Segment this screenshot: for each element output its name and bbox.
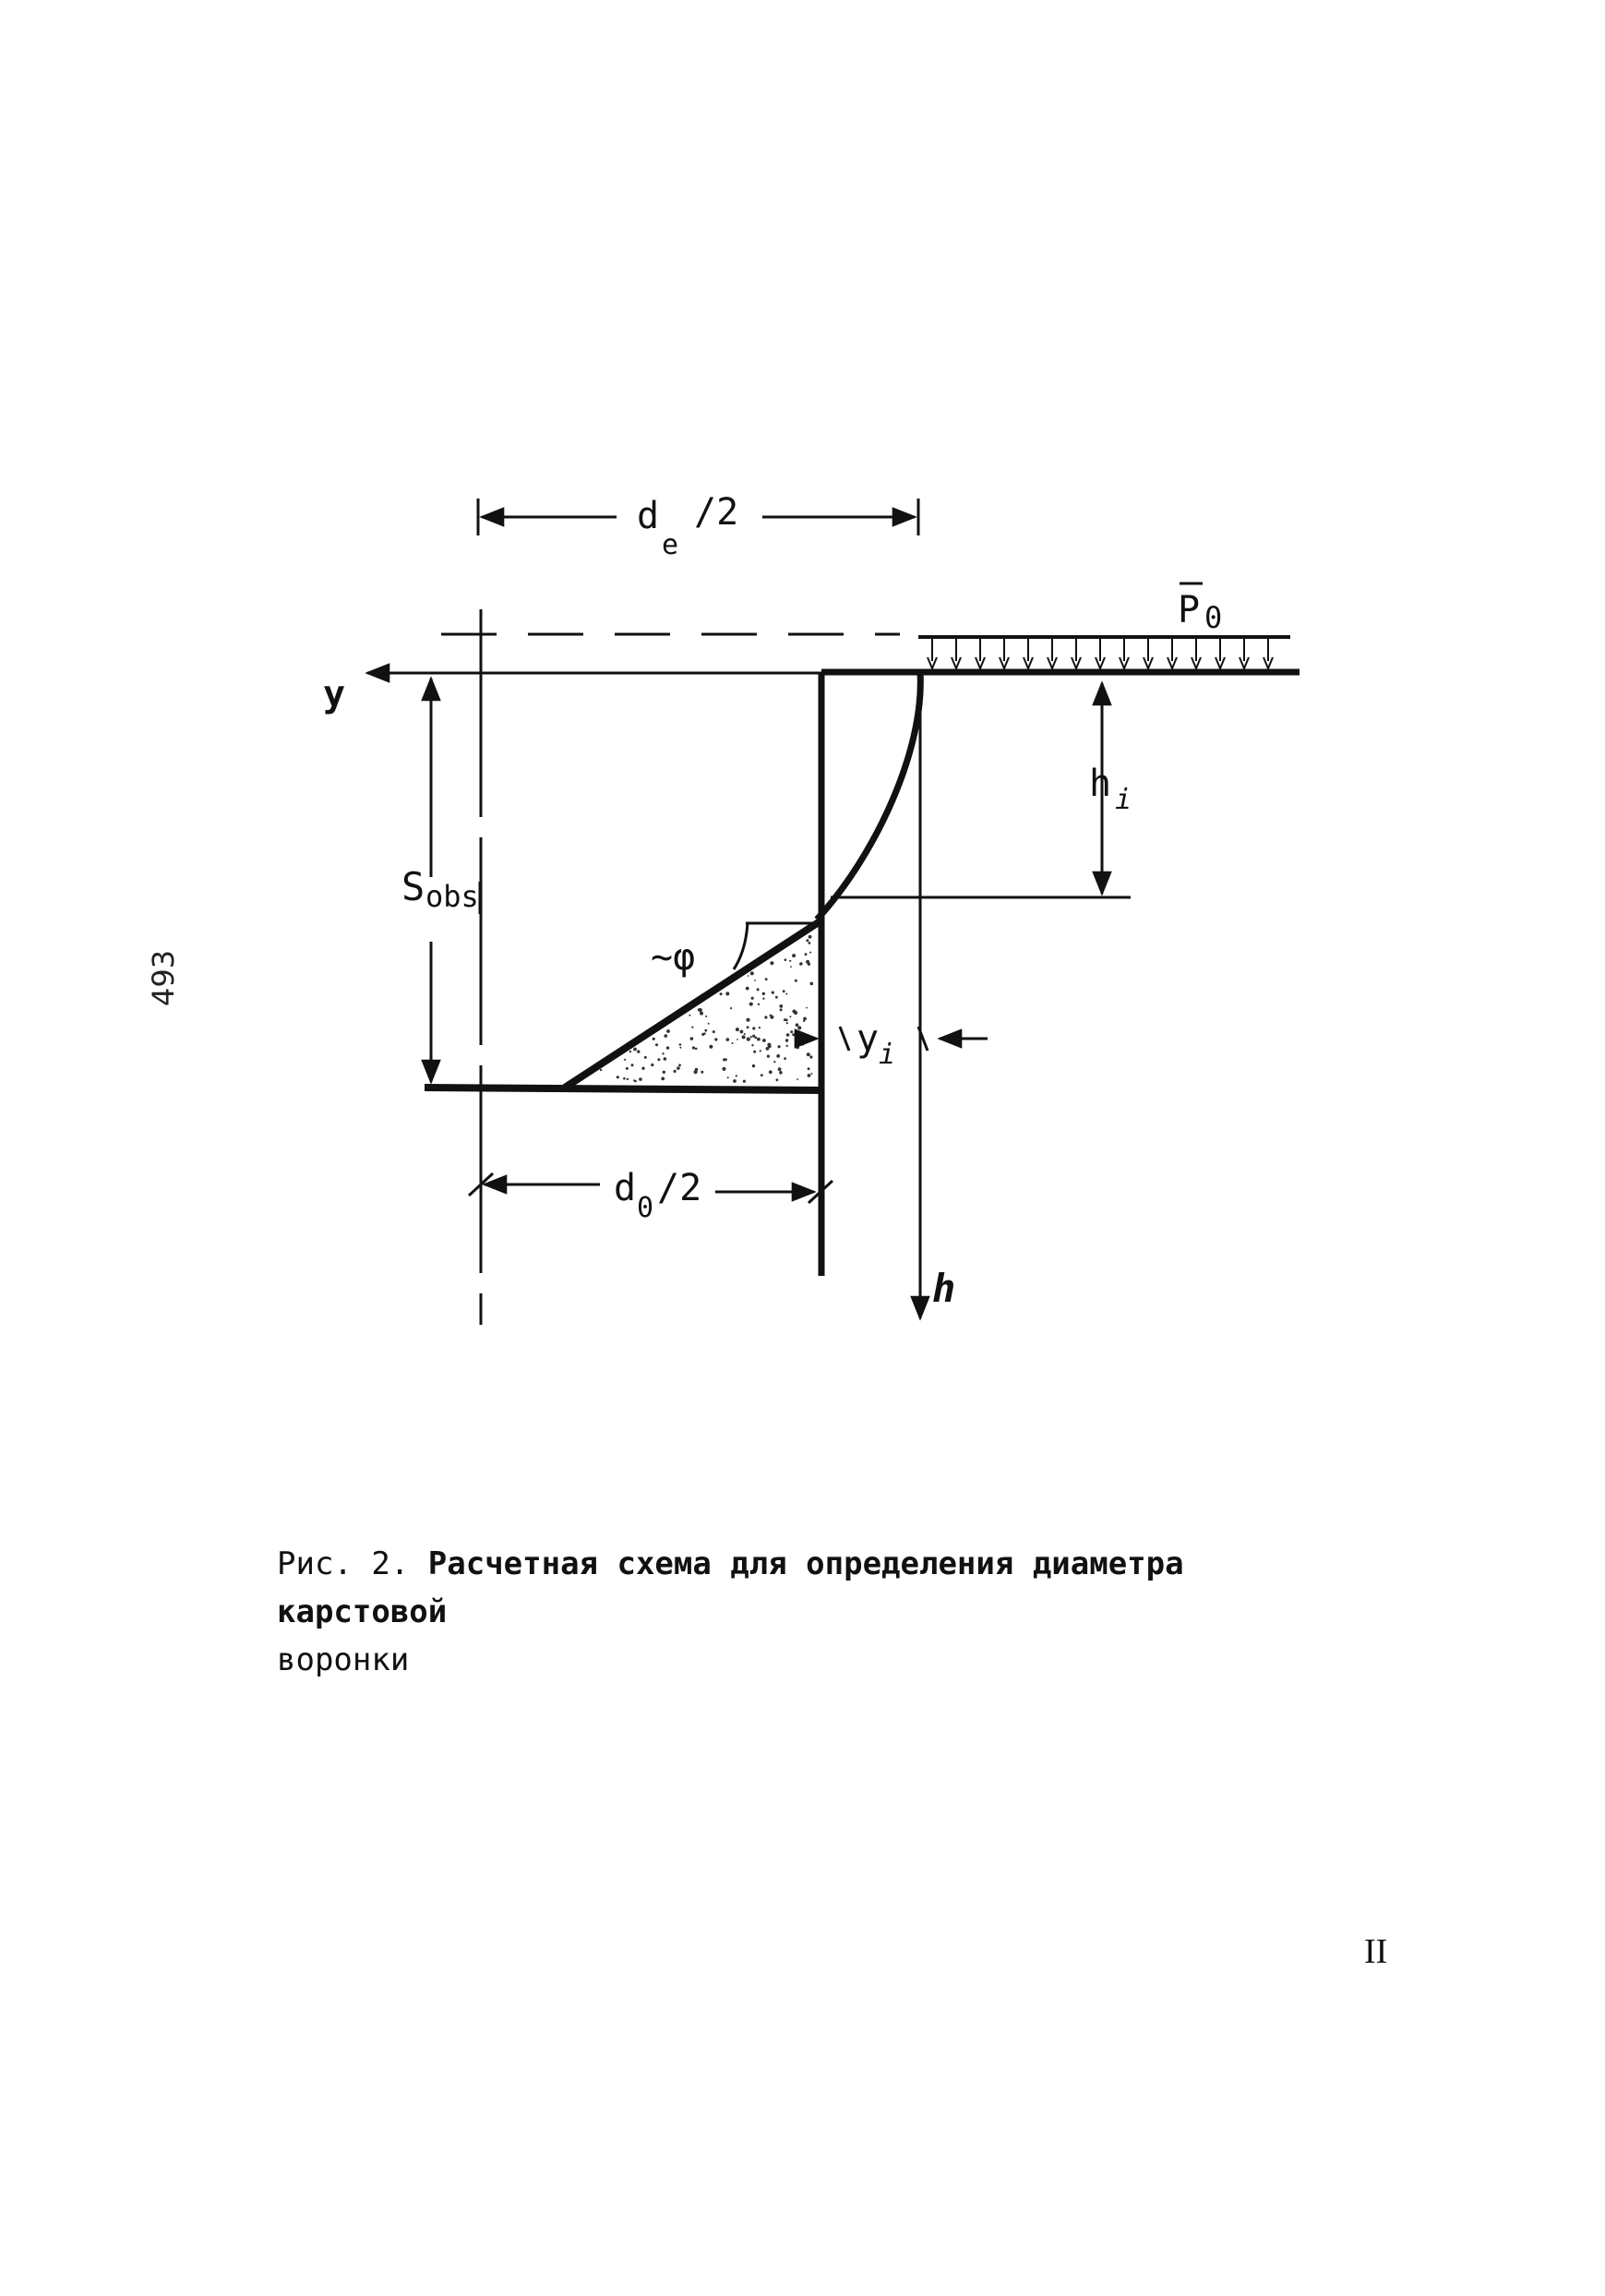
p0-subscript: 0 xyxy=(1204,600,1223,635)
soil-stipple-dot xyxy=(762,998,764,1000)
p0-label: P xyxy=(1178,589,1201,631)
soil-stipple-dot xyxy=(795,980,797,982)
soil-stipple-dot xyxy=(714,1038,717,1040)
soil-stipple-dot xyxy=(776,1054,780,1058)
soil-stipple-dot xyxy=(623,1077,626,1080)
soil-stipple-dot xyxy=(808,1067,810,1070)
soil-stipple-dot xyxy=(736,1075,737,1076)
soil-stipple-dot xyxy=(733,1079,737,1083)
soil-stipple-dot xyxy=(753,1051,756,1053)
soil-stipple-dot xyxy=(773,1061,775,1063)
soil-stipple-dot xyxy=(783,990,785,992)
soil-stipple-dot xyxy=(806,1007,808,1009)
soil-stipple-dot xyxy=(759,1027,761,1028)
soil-stipple-dot xyxy=(744,1033,746,1035)
hi-label: h xyxy=(1089,763,1112,805)
soil-stipple-dot xyxy=(736,1028,739,1031)
side-number: 493 xyxy=(146,949,181,1006)
soil-stipple-dot xyxy=(723,1067,726,1071)
soil-stipple-dot xyxy=(808,963,810,966)
y-axis xyxy=(323,673,824,715)
soil-stipple-dot xyxy=(778,1045,781,1048)
soil-stipple-dot xyxy=(770,961,773,965)
soil-stipple-dot xyxy=(786,1045,788,1047)
soil-stipple-dot xyxy=(746,987,749,991)
soil-stipple-dot xyxy=(784,1057,786,1060)
soil-stipple-dot xyxy=(651,1064,653,1066)
soil-stipple-dot xyxy=(666,1029,670,1033)
soil-stipple-dot xyxy=(747,1026,749,1028)
soil-stipple-dot xyxy=(767,1055,770,1058)
soil-stipple-dot xyxy=(740,1030,744,1034)
soil-stipple-dot xyxy=(797,1078,798,1080)
soil-stipple-dot xyxy=(792,954,796,957)
soil-stipple-dot xyxy=(743,1080,746,1083)
soil-stipple-dot xyxy=(679,1043,682,1046)
soil-stipple-dot xyxy=(808,1074,811,1077)
soil-stipple-dot xyxy=(639,1077,642,1081)
soil-stipple-dot xyxy=(780,1008,783,1011)
soil-stipple-dot xyxy=(779,1071,783,1075)
dimension-d0-half xyxy=(469,1167,832,1224)
soil-stipple-dot xyxy=(723,1058,725,1061)
soil-stipple-dot xyxy=(690,1037,694,1040)
soil-stipple-dot xyxy=(624,1059,626,1061)
soil-stipple-dot xyxy=(737,1039,738,1040)
soil-stipple-dot xyxy=(766,1047,770,1051)
figure-caption xyxy=(277,1540,1338,1684)
soil-stipple-dot xyxy=(709,1045,713,1049)
soil-stipple-dot xyxy=(754,980,756,981)
soil-stipple-dot xyxy=(720,992,723,995)
soil-stipple-dot xyxy=(653,1038,655,1040)
soil-stipple-dot xyxy=(790,966,792,968)
soil-stipple-dot xyxy=(789,960,791,962)
soil-stipple-dot xyxy=(801,1042,805,1046)
soil-stipple-dot xyxy=(779,1004,783,1008)
dimension-sobs xyxy=(401,679,480,1082)
soil-stipple-dot xyxy=(663,1071,665,1074)
sobs-subscript: obs xyxy=(425,879,479,914)
soil-stipple-dot xyxy=(600,1069,602,1071)
soil-stipple-dot xyxy=(689,1015,690,1016)
soil-stipple-dot xyxy=(761,1074,763,1076)
soil-stipple-dot xyxy=(799,962,803,966)
soil-stipple-dot xyxy=(662,1052,664,1054)
soil-stipple-dot xyxy=(708,1023,710,1025)
yi-subscript: i xyxy=(879,1039,896,1071)
soil-stipple-dot xyxy=(767,1043,771,1047)
soil-stipple-dot xyxy=(747,1038,750,1041)
soil-stipple-dot xyxy=(803,1017,807,1021)
soil-stipple-dot xyxy=(665,1034,668,1038)
soil-stipple-dot xyxy=(730,1007,732,1009)
soil-stipple-dot xyxy=(701,1033,704,1036)
de-label: d xyxy=(637,495,660,537)
soil-stipple-dot xyxy=(742,1035,746,1039)
dimension-de-half xyxy=(478,491,918,561)
soil-stipple-dot xyxy=(666,1046,669,1049)
soil-stipple-dot xyxy=(626,1067,629,1070)
soil-stipple-dot xyxy=(617,1076,619,1078)
soil-stipple-dot xyxy=(750,1036,752,1038)
soil-stipple-dot xyxy=(705,1016,707,1017)
soil-stipple-dot xyxy=(785,958,787,961)
soil-stipple-dot xyxy=(748,975,749,977)
soil-stipple-dot xyxy=(691,1027,693,1028)
soil-stipple-dot xyxy=(726,1038,730,1041)
soil-stipple-dot xyxy=(797,1026,801,1029)
soil-stipple-dot xyxy=(790,1030,793,1033)
soil-stipple-dot xyxy=(765,978,768,980)
soil-stipple-dot xyxy=(775,996,778,999)
soil-stipple-dot xyxy=(732,1042,734,1044)
d0-suffix: /2 xyxy=(657,1167,702,1209)
soil-stipple-dot xyxy=(679,1047,681,1049)
soil-stipple-dot xyxy=(677,1066,680,1070)
phi-label: ~φ xyxy=(651,936,696,979)
soil-stipple-dot xyxy=(772,992,774,994)
soil-stipple-dot xyxy=(796,1045,799,1049)
soil-stipple-dot xyxy=(700,1012,703,1016)
soil-stipple-dot xyxy=(810,1073,812,1075)
h-axis xyxy=(920,679,955,1318)
soil-stipple-dot xyxy=(786,1033,790,1037)
soil-stipple-dot xyxy=(699,1008,702,1012)
soil-stipple-dot xyxy=(750,971,754,975)
soil-stipple-dot xyxy=(751,997,754,1000)
soil-stipple-dot xyxy=(809,952,811,954)
soil-stipple-dot xyxy=(778,1067,782,1071)
soil-stipple-dot xyxy=(792,1010,796,1014)
soil-stipple-dot xyxy=(764,1016,767,1018)
soil-stipple-dot xyxy=(725,992,729,995)
soil-stipple-dot xyxy=(661,1077,665,1081)
soil-stipple-dot xyxy=(798,1030,800,1032)
caption-continuation: воронки xyxy=(277,1641,410,1678)
soil-stipple-dot xyxy=(755,1037,758,1040)
soil-stipple-dot xyxy=(785,993,787,995)
soil-stipple-dot xyxy=(776,1078,779,1081)
y-axis-label: y xyxy=(323,673,346,715)
soil-stipple-dot xyxy=(762,1039,766,1042)
soil-stipple-dot xyxy=(808,942,811,944)
soil-stipple-dot xyxy=(749,1003,753,1006)
soil-stipple-dot xyxy=(769,1070,773,1074)
soil-stipple-dot xyxy=(809,1055,812,1058)
soil-stipple-dot xyxy=(692,1046,695,1049)
soil-stipple-dot xyxy=(786,1022,788,1024)
soil-stipple-dot xyxy=(762,992,765,995)
yi-label: y xyxy=(856,1017,880,1060)
d0-subscript: 0 xyxy=(637,1192,654,1224)
funnel-slope xyxy=(425,920,821,1090)
caption-prefix: Рис. 2. xyxy=(277,1545,410,1582)
dimension-hi xyxy=(831,683,1132,897)
soil-stipple-dot xyxy=(694,1070,698,1074)
soil-stipple-dot xyxy=(784,1018,786,1021)
soil-stipple-dot xyxy=(751,1044,753,1046)
soil-stipple-dot xyxy=(758,1004,760,1005)
soil-stipple-dot xyxy=(752,1027,755,1029)
soil-stipple-dot xyxy=(760,1050,761,1052)
soil-stipple-dot xyxy=(757,1038,761,1041)
soil-stipple-dot xyxy=(704,1029,707,1032)
slip-curve xyxy=(817,672,920,920)
soil-stipple-dot xyxy=(792,1033,795,1036)
soil-stipple-dot xyxy=(807,1052,810,1056)
soil-stipple-dot xyxy=(808,935,812,939)
soil-stipple-dot xyxy=(701,1071,703,1074)
soil-stipple-dot xyxy=(695,1048,698,1051)
soil-stipple-dot xyxy=(810,982,814,986)
soil-stipple-dot xyxy=(655,1043,658,1046)
soil-stipple-dot xyxy=(678,1064,681,1066)
soil-stipple-dot xyxy=(785,1039,788,1041)
soil-stipple-dot xyxy=(757,988,760,991)
soil-stipple-dot xyxy=(805,953,808,956)
soil-stipple-dot xyxy=(657,1058,660,1061)
de-subscript: e xyxy=(662,529,679,561)
surface-load-p0 xyxy=(821,583,1300,672)
soil-stipple-dot xyxy=(752,1064,755,1067)
soil-stipple-dot xyxy=(631,1064,634,1066)
soil-stipple-dot xyxy=(746,1018,749,1022)
soil-stipple-dot xyxy=(770,1016,773,1019)
h-axis-label: h xyxy=(932,1266,956,1311)
soil-stipple-dot xyxy=(806,939,808,942)
soil-stipple-dot xyxy=(633,1048,637,1052)
soil-stipple-dot xyxy=(674,1070,677,1073)
sobs-label: S xyxy=(401,864,425,909)
soil-stipple-dot xyxy=(796,1023,799,1027)
soil-stipple-dot xyxy=(629,1051,631,1052)
soil-stipple-dot xyxy=(641,1067,644,1070)
page-number: II xyxy=(1364,1932,1388,1971)
soil-stipple-dot xyxy=(627,1078,629,1080)
hi-subscript: i xyxy=(1115,784,1132,816)
soil-stipple-dot xyxy=(634,1080,637,1083)
soil-stipple-dot xyxy=(644,1056,647,1059)
soil-stipple-dot xyxy=(789,1016,791,1017)
de-suffix: /2 xyxy=(694,491,739,534)
soil-stipple-dot xyxy=(727,1076,729,1078)
soil-stipple-dot xyxy=(637,1050,640,1052)
soil-stipple-dot xyxy=(713,1030,715,1033)
soil-stipple-dot xyxy=(664,1057,667,1061)
d0-label: d xyxy=(614,1167,637,1209)
caption-title: Расчетная схема для определения диаметра карстовой xyxy=(277,1545,1184,1630)
